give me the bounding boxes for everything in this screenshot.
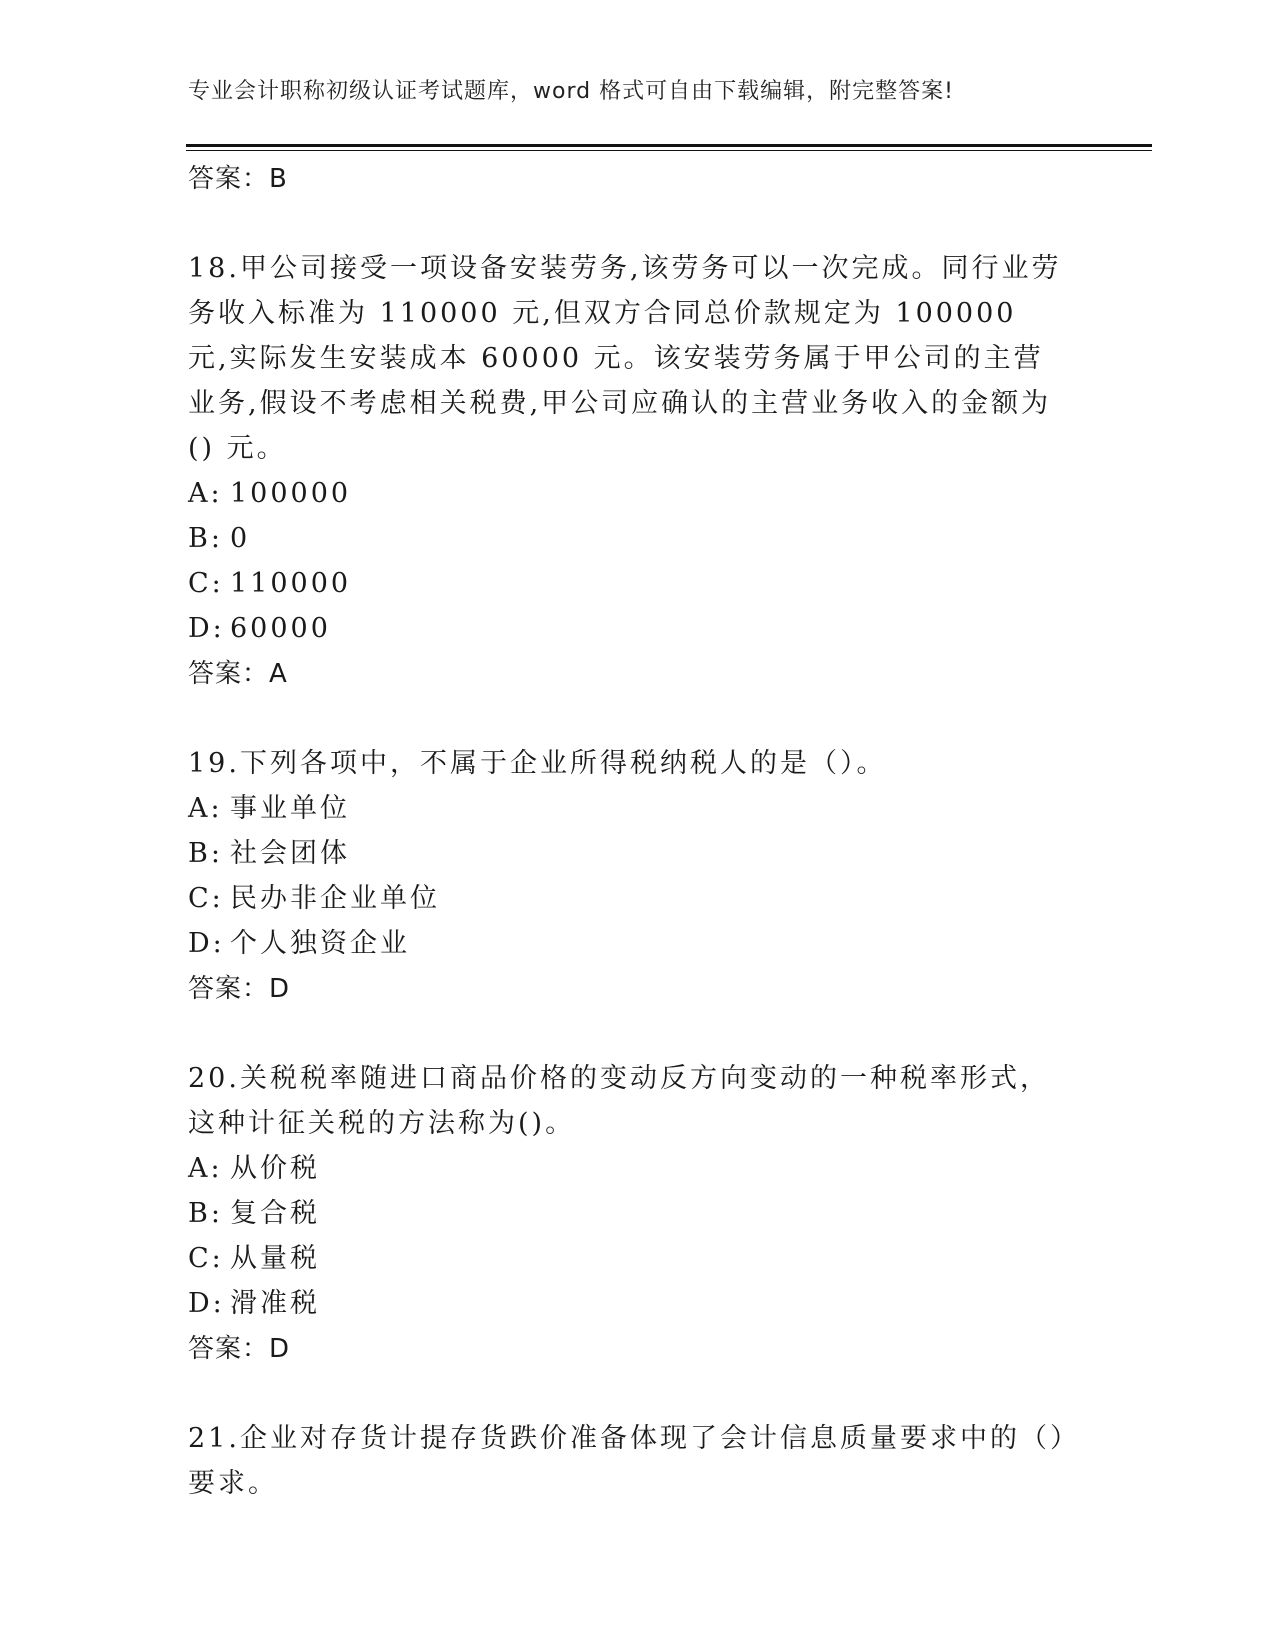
option-key: D: [188,928,225,959]
option-value: 社会团体 [230,838,350,869]
option-a [188,471,1068,516]
option-key: B: [188,523,223,554]
option-key: D: [188,1288,225,1319]
answer-text: 答案：A [188,659,288,689]
option-b [188,516,1068,561]
question-block-20 [188,1056,1068,1372]
option-key: A: [188,793,223,824]
question-text: 20.关税税率随进口商品价格的变动反方向变动的一种税率形式，这种计征关税的方法称为()。 [188,1063,1050,1139]
option-key: A: [188,1153,223,1184]
question-block-19 [188,741,1068,1012]
option-value: 事业单位 [230,793,350,824]
option-value: 个人独资企业 [230,928,410,959]
option-value: 复合税 [230,1198,320,1229]
previous-answer: 答案：B [188,164,288,194]
option-value: 从价税 [230,1153,320,1184]
option-c [188,561,1068,606]
question-text: 19.下列各项中，不属于企业所得税纳税人的是（）。 [188,748,887,779]
answer-text: 答案：D [188,974,291,1004]
option-value: 110000 [230,568,352,599]
option-key: B: [188,1198,223,1229]
option-value: 民办非企业单位 [230,883,440,914]
option-value: 0 [230,523,251,554]
spacer [188,1012,1068,1056]
option-d [188,606,1068,651]
option-key: C: [188,883,224,914]
option-d [188,921,1068,966]
option-b [188,831,1068,876]
header-rule-thin [186,150,1152,151]
option-d [188,1281,1068,1326]
option-value: 100000 [230,478,352,509]
spacer [188,697,1068,741]
option-key: B: [188,838,223,869]
question-text: 18.甲公司接受一项设备安装劳务,该劳务可以一次完成。同行业劳务收入标准为 110000 元,但双方合同总价款规定为 100000 元,实际发生安装成本 60000 元。该安装劳务属于甲公司的主营业务,假设不考虑相关税费,甲公司应确认的主营业务收入的金额为() 元。 [188,253,1062,464]
option-value: 滑准税 [230,1288,320,1319]
question-content [188,156,1068,1506]
option-value: 从量税 [230,1243,320,1274]
option-c [188,1236,1068,1281]
page-header: 专业会计职称初级认证考试题库，word 格式可自由下载编辑，附完整答案! [188,79,954,104]
option-value: 60000 [230,613,331,644]
option-key: A: [188,478,223,509]
option-key: D: [188,613,225,644]
option-b [188,1191,1068,1236]
question-block-18 [188,246,1068,697]
option-c [188,876,1068,921]
option-key: C: [188,1243,224,1274]
option-key: C: [188,568,224,599]
answer-text: 答案：D [188,1334,291,1364]
header-rule-thick [186,144,1152,147]
option-a [188,786,1068,831]
question-text: 21.企业对存货计提存货跌价准备体现了会计信息质量要求中的（）要求。 [188,1423,1067,1499]
option-a [188,1146,1068,1191]
question-block-21 [188,1416,1068,1506]
spacer [188,202,1068,246]
spacer [188,1372,1068,1416]
